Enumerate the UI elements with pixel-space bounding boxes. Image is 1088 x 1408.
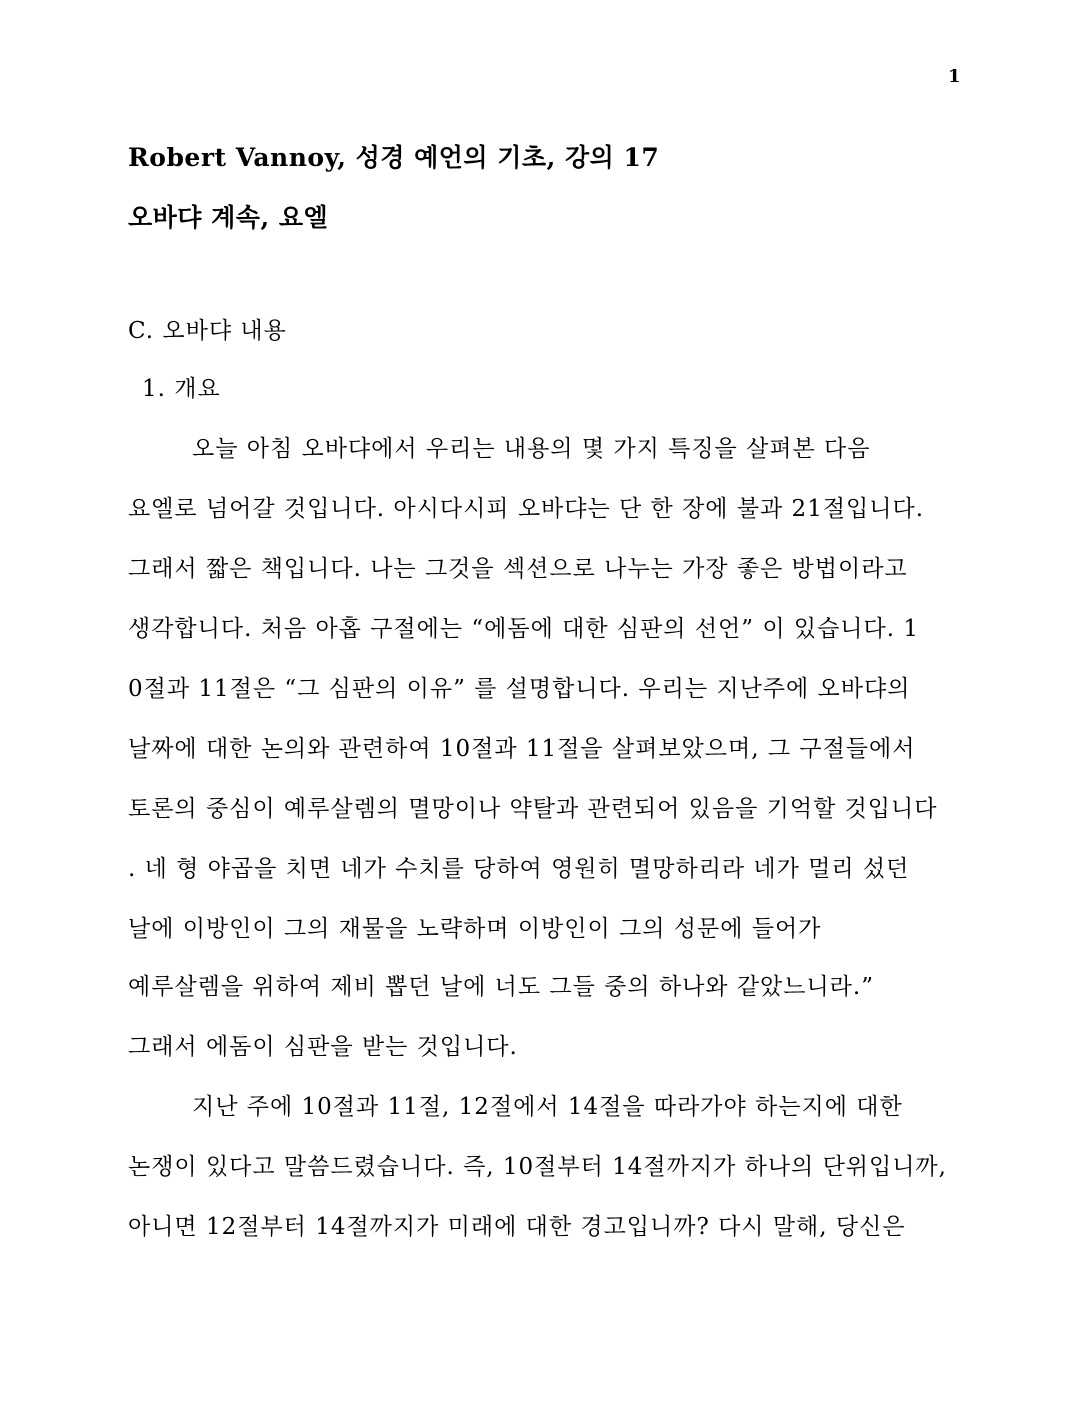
body-line: 그래서 짧은 책입니다. 나는 그것을 섹션으로 나누는 가장 좋은 방법이라고 (128, 556, 908, 582)
body-line: 논쟁이 있다고 말씀드렸습니다. 즉, 10절부터 14절까지가 하나의 단위입니까, (128, 1154, 947, 1180)
body-line: 요엘로 넘어갈 것입니다. 아시다시피 오바댜는 단 한 장에 불과 21절입니다. (128, 496, 925, 522)
body-line: 지난 주에 10절과 11절, 12절에서 14절을 따라가야 하는지에 대한 (192, 1094, 903, 1120)
document-subtitle: 오바댜 계속, 요엘 (128, 203, 329, 232)
body-line: 오늘 아침 오바댜에서 우리는 내용의 몇 가지 특징을 살펴본 다음 (192, 436, 871, 462)
body-line: 날에 이방인이 그의 재물을 노략하며 이방인이 그의 성문에 들어가 (128, 916, 822, 942)
body-line: 예루살렘을 위하여 제비 뽑던 날에 너도 그들 중의 하나와 같았느니라.” (128, 974, 874, 1000)
body-line: 토론의 중심이 예루살렘의 멸망이나 약탈과 관련되어 있음을 기억할 것입니다 (128, 796, 938, 822)
body-line: 그래서 에돔이 심판을 받는 것입니다. (128, 1034, 518, 1060)
body-line: 날짜에 대한 논의와 관련하여 10절과 11절을 살펴보았으며, 그 구절들에서 (128, 736, 916, 762)
body-line: 0절과 11절은 “그 심판의 이유” 를 설명합니다. 우리는 지난주에 오바댜의 (128, 676, 911, 702)
body-line: 아니면 12절부터 14절까지가 미래에 대한 경고입니까? 다시 말해, 당신은 (128, 1214, 906, 1240)
body-line: 생각합니다. 처음 아홉 구절에는 “에돔에 대한 심판의 선언” 이 있습니다. 1 (128, 616, 919, 642)
subsection-heading: 1. 개요 (142, 376, 221, 402)
body-line: . 네 형 야곱을 치면 네가 수치를 당하여 영원히 멸망하리라 네가 멀리 섰던 (128, 856, 910, 882)
document-title: Robert Vannoy, 성경 예언의 기초, 강의 17 (128, 143, 660, 172)
page-number: 1 (948, 66, 961, 87)
section-heading: C. 오바댜 내용 (128, 318, 287, 344)
